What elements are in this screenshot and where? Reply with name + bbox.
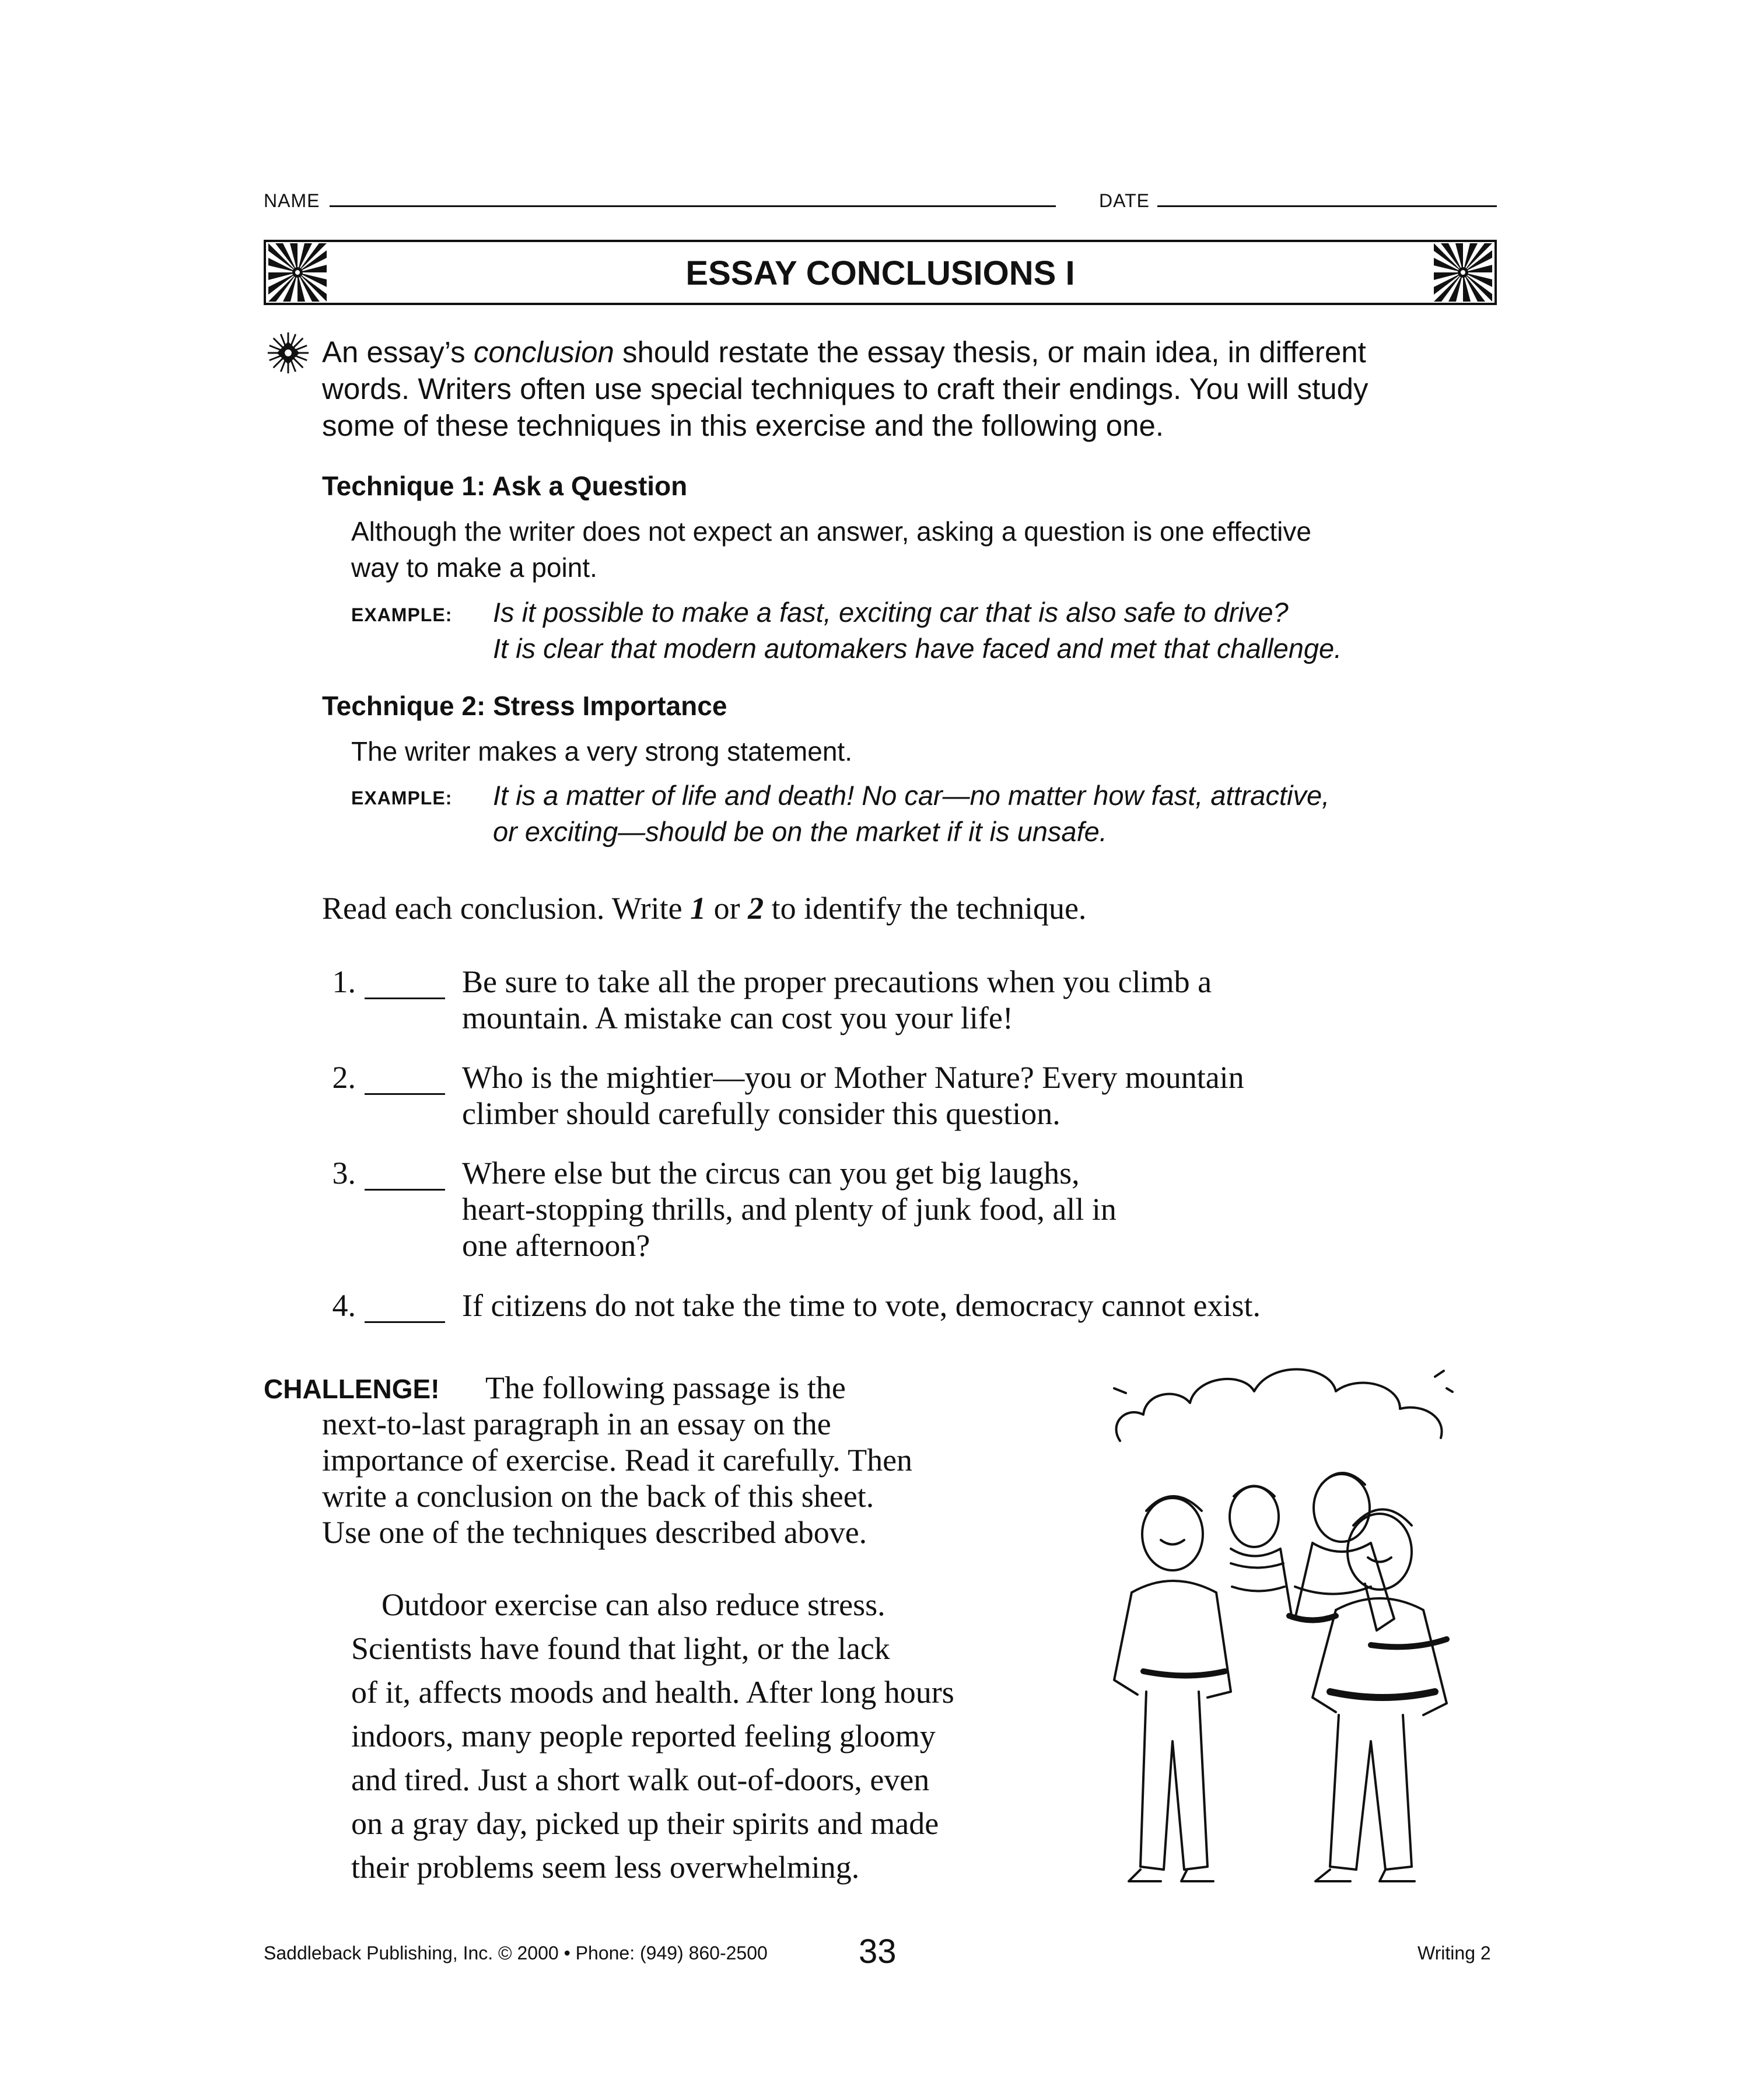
passage-line: of it, affects moods and health. After long hours — [351, 1675, 954, 1710]
passage — [351, 1583, 1086, 1889]
passage-line: and tired. Just a short walk out-of-doors, even — [351, 1762, 930, 1797]
intro-text: should restate the essay thesis, or main idea, in different — [614, 335, 1366, 369]
example-line: Is it possible to make a fast, exciting car that is also safe to drive? — [493, 597, 1289, 628]
technique-2-description — [351, 733, 1494, 769]
footer-series: Writing 2 — [1418, 1943, 1491, 1964]
example-line: or exciting—should be on the market if it is unsafe. — [493, 816, 1107, 847]
challenge-label: CHALLENGE! — [264, 1374, 440, 1404]
item-line: mountain. A mistake can cost you your life! — [462, 1000, 1013, 1035]
intro-line: words. Writers often use special techniques to craft their endings. You will study — [322, 372, 1368, 405]
answer-blank-2[interactable] — [365, 1093, 445, 1095]
page-number: 33 — [859, 1933, 897, 1971]
technique-2-heading: Technique 2: Stress Importance — [322, 691, 727, 721]
item-line: one afternoon? — [462, 1228, 650, 1263]
example-label: EXAMPLE: — [351, 788, 453, 808]
passage-line: indoors, many people reported feeling gloomy — [351, 1718, 936, 1754]
example-line: It is a matter of life and death! No car—no matter how fast, attractive, — [493, 780, 1330, 811]
cloud-outline — [1116, 1369, 1442, 1441]
item-number: 4. — [332, 1288, 356, 1323]
technique-1-heading: Technique 1: Ask a Question — [322, 471, 688, 501]
footer-publisher: Saddleback Publishing, Inc. © 2000 • Phone: (949) 860-2500 — [264, 1943, 768, 1964]
name-field[interactable] — [330, 205, 1056, 207]
option-1: 1 — [690, 891, 706, 926]
item-line: Be sure to take all the proper precautions when you climb a — [462, 964, 1212, 999]
description-line: way to make a point. — [351, 552, 597, 583]
item-line: climber should carefully consider this question. — [462, 1096, 1060, 1131]
instructions-text: or — [706, 891, 748, 926]
item-number: 3. — [332, 1156, 356, 1191]
title-box — [264, 240, 1497, 305]
name-label: NAME — [264, 190, 320, 211]
intro-term: conclusion — [473, 335, 614, 369]
option-2: 2 — [748, 891, 764, 926]
instructions-text: Read each conclusion. Write — [322, 891, 691, 926]
joggers-illustration — [1097, 1342, 1493, 1896]
challenge-text — [322, 1406, 1080, 1550]
item-line: heart-stopping thrills, and plenty of junk food, all in — [462, 1192, 1116, 1227]
item-1-text — [462, 964, 1489, 1036]
challenge-line: Use one of the techniques described above. — [322, 1515, 867, 1550]
technique-1-example — [493, 594, 1496, 667]
example-label: EXAMPLE: — [351, 604, 453, 625]
item-2-text — [462, 1059, 1489, 1132]
intro-paragraph — [322, 334, 1477, 444]
passage-line: on a gray day, picked up their spirits and made — [351, 1806, 939, 1841]
passage-line: Scientists have found that light, or the lack — [351, 1631, 890, 1666]
instructions-text: to identify the technique. — [764, 891, 1087, 926]
intro-line: some of these techniques in this exercise and the following one. — [322, 409, 1164, 442]
answer-blank-4[interactable] — [365, 1321, 445, 1323]
item-3-text — [462, 1155, 1489, 1264]
passage-line: Outdoor exercise can also reduce stress. — [382, 1587, 886, 1622]
example-line: It is clear that modern automakers have faced and met that challenge. — [493, 633, 1342, 664]
date-label: DATE — [1099, 190, 1150, 211]
item-line: Where else but the circus can you get big laughs, — [462, 1156, 1080, 1191]
item-number: 2. — [332, 1060, 356, 1095]
challenge-line-first: The following passage is the — [485, 1370, 846, 1405]
date-field[interactable] — [1157, 205, 1497, 207]
technique-1-description — [351, 513, 1494, 586]
challenge-line: write a conclusion on the back of this sheet. — [322, 1479, 874, 1514]
item-number: 1. — [332, 964, 356, 999]
page-title: ESSAY CONCLUSIONS I — [685, 254, 1075, 292]
description-line: Although the writer does not expect an answer, asking a question is one effective — [351, 516, 1311, 547]
item-line: If citizens do not take the time to vote, democracy cannot exist. — [462, 1288, 1261, 1323]
passage-line: their problems seem less overwhelming. — [351, 1850, 860, 1885]
item-4-text — [462, 1287, 1489, 1324]
challenge-line: next-to-last paragraph in an essay on the — [322, 1406, 831, 1441]
answer-blank-1[interactable] — [365, 998, 445, 999]
technique-2-example — [493, 778, 1496, 850]
instructions — [322, 890, 1086, 926]
intro-text: An essay’s — [322, 335, 474, 369]
diamond-flower-bullet-icon — [265, 330, 311, 376]
description-line: The writer makes a very strong statement. — [351, 736, 852, 766]
challenge-line: importance of exercise. Read it carefully. Then — [322, 1443, 913, 1478]
answer-blank-3[interactable] — [365, 1189, 445, 1191]
starburst-right-icon — [1433, 243, 1493, 302]
item-line: Who is the mightier—you or Mother Nature? Every mountain — [462, 1060, 1244, 1095]
